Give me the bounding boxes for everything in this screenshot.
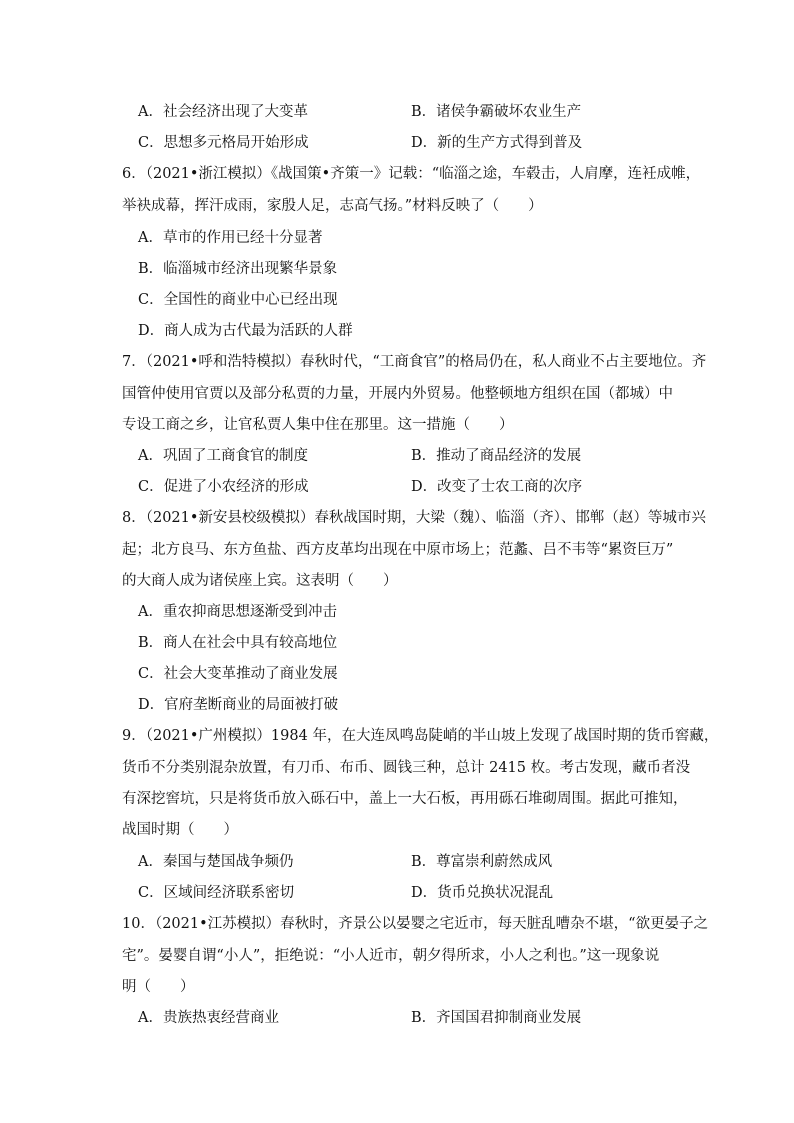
q8-option-b: B．商人在社会中具有较高地位 (138, 635, 338, 651)
q7-stem-line-1: 7．（2021•呼和浩特模拟）春秋时代，“工商食官”的格局仍在，私人商业不占主要地位。齐 (122, 354, 707, 370)
q9-option-b: B．尊富崇利蔚然成风 (411, 854, 553, 870)
option-c: C．思想多元格局开始形成 (138, 135, 309, 151)
q10-option-b: B．齐国国君抑制商业发展 (411, 1010, 582, 1026)
q10-stem-line-1: 10．（2021•江苏模拟）春秋时，齐景公以晏婴之宅近市，每天脏乱嘈杂不堪，“欲更晏子之 (122, 916, 709, 932)
q7-stem-line-2: 国管仲使用官贾以及部分私贾的力量，开展内外贸易。他整顿地方组织在国（都城）中 (122, 386, 673, 402)
q9-stem-line-1: 9．（2021•广州模拟）1984 年，在大连凤鸣岛陡峭的半山坡上发现了战国时期的货币窖藏， (122, 728, 719, 744)
option-d: D．新的生产方式得到普及 (411, 135, 583, 151)
q6-option-a: A．草市的作用已经十分显著 (138, 230, 323, 246)
q10-stem-line-2: 宅”。晏婴自谓“小人”，拒绝说：“小人近市，朝夕得所求，小人之利也。”这一现象说 (122, 948, 660, 964)
q7-stem-line-3: 专设工商之乡，让官私贾人集中住在那里。这一措施（ ） (122, 417, 514, 433)
q9-stem-line-3: 有深挖窖坑，只是将货币放入砾石中，盖上一大石板，再用砾石堆砌周围。据此可推知， (122, 791, 688, 807)
q10-option-a: A．贵族热衷经营商业 (138, 1010, 279, 1026)
q6-stem-line-1: 6．（2021•浙江模拟）《战国策•齐策一》记载：“临淄之途，车毂击，人肩摩，连衽成帷， (122, 166, 701, 182)
q6-option-d: D．商人成为古代最为活跃的人群 (138, 323, 353, 339)
q8-stem-line-3: 的大商人成为诸侯座上宾。这表明（ ） (122, 573, 398, 589)
q7-option-b: B．推动了商品经济的发展 (411, 448, 582, 464)
q8-option-c: C．社会大变革推动了商业发展 (138, 666, 338, 682)
option-a: A．社会经济出现了大变革 (138, 104, 308, 120)
q8-stem-line-2: 起；北方良马、东方鱼盐、西方皮革均出现在中原市场上；范蠡、吕不韦等“累资巨万” (122, 542, 674, 558)
q9-option-d: D．货币兑换状况混乱 (411, 885, 554, 901)
q7-option-a: A．巩固了工商食官的制度 (138, 448, 308, 464)
q10-stem-line-3: 明（ ） (122, 979, 195, 995)
q6-stem-line-2: 举袂成幕，挥汗成雨，家殷人足，志高气扬。”材料反映了（ ） (122, 198, 543, 214)
q9-stem-line-4: 战国时期（ ） (122, 822, 238, 838)
q8-option-d: D．官府垄断商业的局面被打破 (138, 697, 339, 713)
q8-stem-line-1: 8．（2021•新安县校级模拟）春秋战国时期，大梁（魏）、临淄（齐）、邯郸（赵）等城市兴 (122, 510, 706, 526)
q6-option-c: C．全国性的商业中心已经出现 (138, 292, 338, 308)
q7-option-c: C．促进了小农经济的形成 (138, 479, 309, 495)
q7-option-d: D．改变了士农工商的次序 (411, 479, 583, 495)
q8-option-a: A．重农抑商思想逐渐受到冲击 (138, 604, 337, 620)
q9-stem-line-2: 货币不分类别混杂放置，有刀币、布币、圆钱三种，总计 2415 枚。考古发现，藏币者没 (122, 760, 691, 776)
option-b: B．诸侯争霸破坏农业生产 (411, 104, 582, 120)
q6-option-b: B．临淄城市经济出现繁华景象 (138, 261, 338, 277)
q9-option-a: A．秦国与楚国战争频仍 (138, 854, 294, 870)
q9-option-c: C．区域间经济联系密切 (138, 885, 295, 901)
